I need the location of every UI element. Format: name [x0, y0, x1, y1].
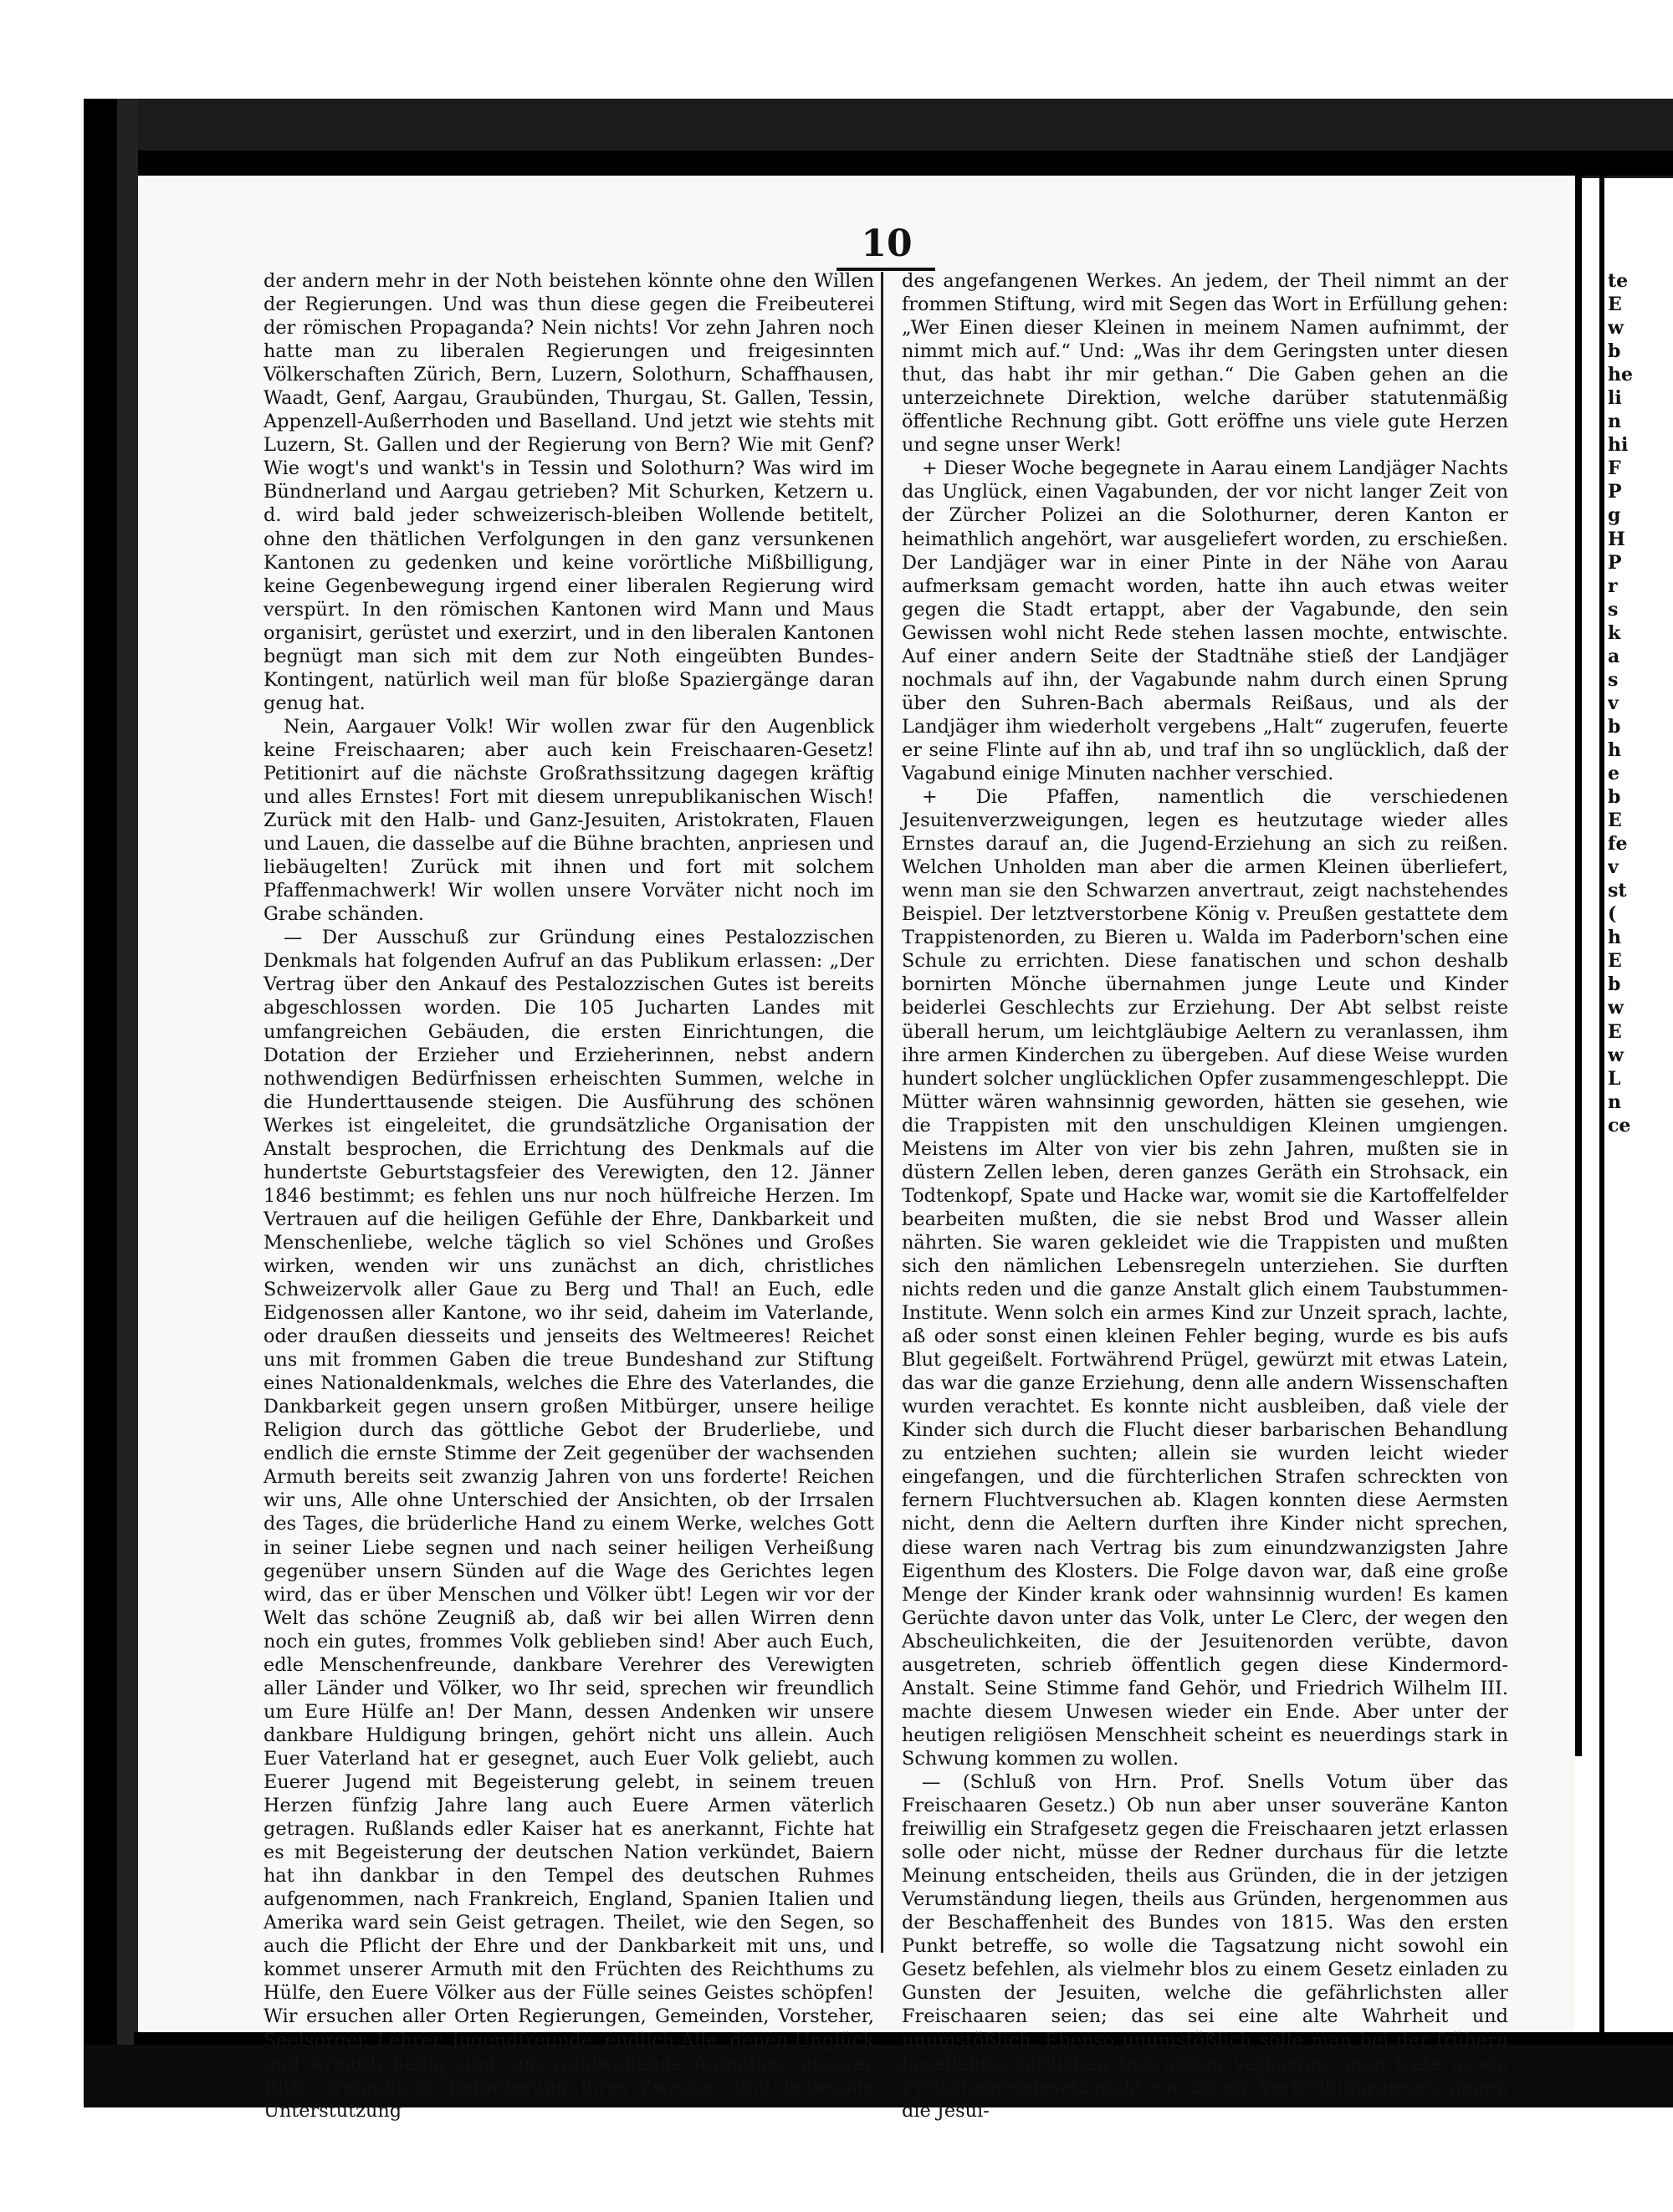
article-paragraph: — Der Ausschuß zur Gründung eines Pestalozzischen Denkmals hat folgenden Aufruf an das Publikum erlassen: „Der Vertrag über den Ankauf des Pestalozzischen Gutes ist bereits abgeschlossen worden. Die 105 Jucharten Landes mit umfangreichen Gebäuden, die ersten Einrichtungen, die Dotation der Erzieher und Erzieherinnen, nebst andern nothwendigen Bedürfnissen erheischten Summen, welche in die Hunderttausende steigen. Die Ausführung des schönen Werkes ist eingeleitet, die grundsätzliche Organisation der Anstalt besprochen, die Errichtung des Denkmals auf die hundertste Geburtstagsfeier des Verewigten, den 12. Jänner 1846 bestimmt; es fehlen uns nur noch hülfreiche Herzen. Im Vertrauen auf die heiligen Gefühle der Ehre, Dankbarkeit und Menschenliebe, welche täglich so viel Schönes und Großes wirken, wenden wir uns zunächst an dich, christliches Schweizervolk aller Gaue zu Berg und Thal! an Euch, edle Eidgenossen aller Kantone, wo ihr seid, daheim im Vaterlande, oder draußen diesseits und jenseits des Weltmeeres! Reichet uns mit frommen Gaben die treue Bundeshand zur Stiftung eines Nationaldenkmals, welches die Ehre des Vaterlandes, die Dankbarkeit gegen unsern großen Mitbürger, unsere heilige Religion durch das göttliche Gebot der Bruderliebe, und endlich die ernste Stimme der Zeit gegenüber der wachsenden Armuth bereits seit zwanzig Jahren von uns forderte! Reichen wir uns, Alle ohne Unterschied der Ansichten, ob der Irrsalen des Tages, die brüderliche Hand zu einem Werke, welches Gott in seiner Liebe segnen und nach seiner heiligen Verheißung gegenüber unsern Sünden auf die Wage des Gerichtes legen wird, das er über Menschen und Völker übt! Legen wir vor der Welt das schöne Zeugniß ab, daß wir bei allen Wirren denn noch ein gutes, frommes Volk geblieben sind! Aber auch Euch, edle Menschenfreunde, dankbare Verehrer des Verewigten aller Länder und Völker, wo Ihr seid, sprechen wir freundlich um Eure Hülfe an! Der Mann, dessen Andenken wir unsere dankbare Huldigung bringen, gehört nicht uns allein. Auch Euer Vaterland hat er gesegnet, auch Euer Volk geliebt, auch Euerer Jugend mit Begeisterung gelebt, in seinem treuen Herzen fünfzig Jahre lang auch Euere Armen väterlich getragen. Rußlands edler Kaiser hat es anerkannt, Fichte hat es mit Begeisterung der deutschen Nation verkündet, Baiern hat ihn dankbar in den Tempel des deutschen Ruhmes aufgenommen, nach Frankreich, England, Spanien Italien und Amerika ward sein Geist getragen. Theilet, wie den Segen, so auch die Pflicht der Ehre und der Dankbarkeit mit uns, und kommet unserer Armuth mit den Früchten des Reichthums zu Hülfe, den Euere Völker aus der Fülle seines Geistes schöpfen! Wir ersuchen aller Orten Regierungen, Gemeinden, Vorsteher, Seelsorger, Lehrer, Jugendfreunde, endlich Alle, denen Unglück und Armuth heilig sind, um wohlwollende Aufnahme unserer Bitte, freundliche Beförderung ihres Zweckes und liebevolle Unterstützung — [263, 927, 874, 2122]
article-paragraph: + Die Pfaffen, namentlich die verschiedenen Jesuitenverzweigungen, legen es heutzutage wieder alles Ernstes darauf an, die Jugend-Erziehung an sich zu reißen. Welchen Unholden man aber die armen Kleinen überliefert, wenn man sie den Schwarzen anvertraut, zeigt nachstehendes Beispiel. Der letztverstorbene König v. Preußen gestattete dem Trappistenorden, zu Bieren u. Walda im Paderborn'schen eine Schule zu errichten. Diese fanatischen und schon deshalb bornirten Mönche übernahmen junge Leute und Kinder beiderlei Geschlechts zur Erziehung. Der Abt selbst reiste überall herum, um leichtgläubige Aeltern zu veranlassen, ihm ihre armen Kinderchen zu übergeben. Auf diese Weise wurden hundert solcher unglücklichen Opfer zusammengeschleppt. Die Mütter wären wahnsinnig geworden, hätten sie gesehen, wie die Trappisten mit den unschuldigen Kleinen umgiengen. Meistens im Alter von vier bis zehn Jahren, mußten sie in düstern Zellen leben, deren ganzes Geräth ein Strohsack, ein Todtenkopf, Spate und Hacke war, womit sie die Kartoffelfelder bearbeiten mußten, die sie nebst Brod und Wasser allein nährten. Sie waren gekleidet wie die Trappisten und mußten sich den nämlichen Lebensregeln unterziehen. Sie durften nichts reden und die ganze Anstalt glich einem Taubstummen-Institute. Wenn solch ein armes Kind zur Unzeit sprach, lachte, aß oder sonst einen kleinen Fehler beging, wurde es bis aufs Blut gegeißelt. Fortwährend Prügel, gewürzt mit etwas Latein, das war die ganze Erziehung, denn alle andern Wissenschaften wurden verachtet. Es konnte nicht ausbleiben, daß viele der Kinder sich durch die Flucht dieser barbarischen Behandlung zu entziehen suchten; allein sie wurden leicht wieder eingefangen, und die fürchterlichen Strafen schreckten von fernern Fluchtversuchen ab. Klagen konnten diese Aermsten nicht, denn die Aeltern durften ihre Kinder nicht sprechen, diese waren nach Vertrag bis zum einundzwanzigsten Jahre Eigenthum des Klosters. Die Folge davon war, daß eine große Menge der Kinder krank oder wahnsinnig wurden! Es kamen Gerüchte davon unter das Volk, unter Le Clerc, der wegen den Abscheulichkeiten, die der Jesuitenorden verübte, davon ausgetreten, schrieb öffentlich gegen diese Kindermord-Anstalt. Seine Stimme fand Gehör, und Friedrich Wilhelm III. machte diesem Unwesen wieder ein Ende. Aber unter der heutigen religiösen Menschheit scheint es neuerdings stark in Schwung kommen zu wollen. — [902, 786, 1508, 1770]
edge-fragment: s — [1608, 668, 1619, 691]
edge-fragment: E — [1608, 1020, 1622, 1043]
edge-fragment: te — [1608, 270, 1629, 292]
edge-fragment: E — [1608, 810, 1622, 832]
scan-shadow-top-inner — [134, 151, 1673, 176]
edge-fragment: li — [1608, 387, 1622, 410]
scan-edge-left — [84, 99, 117, 2106]
edge-fragment: st — [1608, 880, 1627, 902]
next-page-edge-strip — [1608, 269, 1670, 1457]
edge-fragment: h — [1608, 927, 1621, 949]
edge-fragment: k — [1608, 621, 1621, 644]
edge-fragment: P — [1608, 481, 1622, 503]
edge-fragment: b — [1608, 973, 1621, 996]
edge-fragment: fe — [1608, 833, 1628, 856]
edge-fragment: he — [1608, 364, 1633, 386]
edge-fragment: g — [1608, 504, 1621, 527]
edge-fragment: e — [1608, 762, 1619, 784]
edge-fragment: E — [1608, 950, 1622, 973]
edge-fragment: w — [1608, 317, 1624, 340]
edge-fragment: P — [1608, 551, 1622, 574]
page-gutter-line — [1575, 167, 1582, 1756]
right-column — [902, 269, 1508, 2123]
edge-fragment: b — [1608, 715, 1621, 738]
article-paragraph: + Dieser Woche begegnete in Aarau einem Landjäger Nachts das Unglück, einen Vagabunden, der vor nicht langer Zeit von der Zürcher Polizei an die Solothurner, deren Kanton er heimathlich angehört, war ausgeliefert worden, zu erschießen. Der Landjäger war in einer Pinte in der Nähe von Aarau aufmerksam gemacht worden, hatte ihn auch etwas weiter gegen die Stadt ertappt, aber der Vagabunde, den sein Gewissen wohl nicht Rede stehen lassen mochte, entwischte. Auf einer andern Seite der Stadtnähe stieß der Landjäger nochmals auf ihn, der Vagabunde nahm durch einen Sprung über den Suhren-Bach abermals Reißaus, und als der Landjäger ihm wiederholt vergebens „Halt“ zugerufen, feuerte er seine Flinte auf ihn ab, und traf ihn so unglücklich, daß der Vagabund einige Minuten nachher verschied. — [902, 457, 1508, 784]
article-paragraph: des angefangenen Werkes. An jedem, der Theil nimmt an der frommen Stiftung, wird mit Segen das Wort in Erfüllung gehen: „Wer Einen dieser Kleinen in meinem Namen aufnimmt, der nimmt mich auf.“ Und: „Was ihr dem Geringsten unter diesen thut, das habt ihr mir gethan.“ Die Gaben gehen an die unterzeichnete Direktion, welche darüber statutenmäßig öffentliche Rechnung gibt. Gott eröffne uns viele gute Herzen und segne unser Werk! — [902, 270, 1508, 457]
edge-fragment: v — [1608, 692, 1619, 714]
edge-fragment: r — [1608, 575, 1618, 597]
article-paragraph: — (Schluß von Hrn. Prof. Snells Votum über das Freischaaren Gesetz.) Ob nun aber unser souveräne Kanton freiwillig ein Strafgesetz gegen die Freischaaren jetzt erlassen solle oder nicht, müsse der Redner durchaus für die letzte Meinung entscheiden, theils aus Gründen, die in der jetzigen Verumständung liegen, theils aus Gründen, hergenommen aus der Beschaffenheit des Bundes von 1815. Was den ersten Punkt betreffe, so wolle die Tagsatzung nicht sowohl ein Gesetz befehlen, als vielmehr blos zu einem Gesetz einladen zu Gunsten der Jesuiten, welche die gefährlichsten aller Freischaaren seien; das sei eine alte Wahrheit und unumstößlich. Ebenso unumstößlich solle man bei der frühern basellandschäftlichen Instruktion verharren; man trete in ein Freischaarengesetz nicht ein, bis ein Vertreibungsgesetz gegen die Jesui- — [902, 1771, 1508, 2122]
edge-fragment: F — [1608, 457, 1621, 480]
edge-fragment: ( — [1608, 903, 1617, 926]
edge-fragment: b — [1608, 786, 1621, 809]
edge-fragment: H — [1608, 528, 1625, 550]
page-gutter-line-2 — [1599, 167, 1604, 2041]
edge-fragment: E — [1608, 294, 1622, 316]
edge-fragment: n — [1608, 1091, 1621, 1113]
scan-edge-left-inner — [117, 99, 138, 2047]
edge-fragment: L — [1608, 1067, 1621, 1090]
edge-fragment: s — [1608, 598, 1619, 621]
edge-fragment: b — [1608, 340, 1621, 363]
column-divider — [881, 272, 883, 1953]
edge-fragment: hi — [1608, 434, 1629, 457]
edge-fragment: ce — [1608, 1114, 1631, 1137]
page-number: 10 — [861, 222, 913, 265]
edge-fragment: a — [1608, 645, 1620, 667]
edge-fragment: w — [1608, 997, 1624, 1019]
left-column — [263, 269, 874, 2123]
article-paragraph: der andern mehr in der Noth beistehen könnte ohne den Willen der Regierungen. Und was thun diese gegen die Freibeuterei der römischen Propaganda? Nein nichts! Vor zehn Jahren noch hatte man zu liberalen Regierungen und freigesinnten Völkerschaften Zürich, Bern, Luzern, Solothurn, Schaffhausen, Waadt, Genf, Aargau, Graubünden, Thurgau, St. Gallen, Tessin, Appenzell-Außerrhoden und Baselland. Und jetzt wie stehts mit Luzern, St. Gallen und der Regierung von Bern? Wie mit Genf? Wie wogt's und wankt's in Tessin und Solothurn? Was wird im Bündnerland und Aargau getrieben? Mit Schurken, Ketzern u. d. wird bald jeder schweizerisch-bleiben Wollende betitelt, ohne den thätlichen Verfolgungen in den ganz versunkenen Kantonen zu gedenken und keine vorörtliche Mißbilligung, keine Gegenbewegung irgend einer liberalen Regierung wird verspürt. In den römischen Kantonen wird Mann und Maus organisirt, gerüstet und exerzirt, und in den liberalen Kantonen begnügt man sich mit dem zur Noth eingeübten Bundes-Kontingent, natürlich weil man für bloße Spaziergänge daran genug hat. — [263, 270, 874, 714]
edge-fragment: n — [1608, 411, 1621, 433]
article-paragraph: Nein, Aargauer Volk! Wir wollen zwar für den Augenblick keine Freischaaren; aber auch kein Freischaaren-Gesetz! Petitionirt auf die nächste Großrathssitzung dagegen kräftig und alles Ernstes! Fort mit diesem unrepublikanischen Wisch! Zurück mit den Halb- und Ganz-Jesuiten, Aristokraten, Flauen und Lauen, die dasselbe auf die Bühne brachten, anpriesen und liebäugelten! Zurück mit ihnen und fort mit solchem Pfaffenmachwerk! Wir wollen unsere Vorväter nicht noch im Grabe schänden. — [263, 715, 874, 926]
edge-fragment: v — [1608, 856, 1619, 879]
edge-fragment: h — [1608, 738, 1621, 761]
edge-fragment: w — [1608, 1044, 1624, 1066]
